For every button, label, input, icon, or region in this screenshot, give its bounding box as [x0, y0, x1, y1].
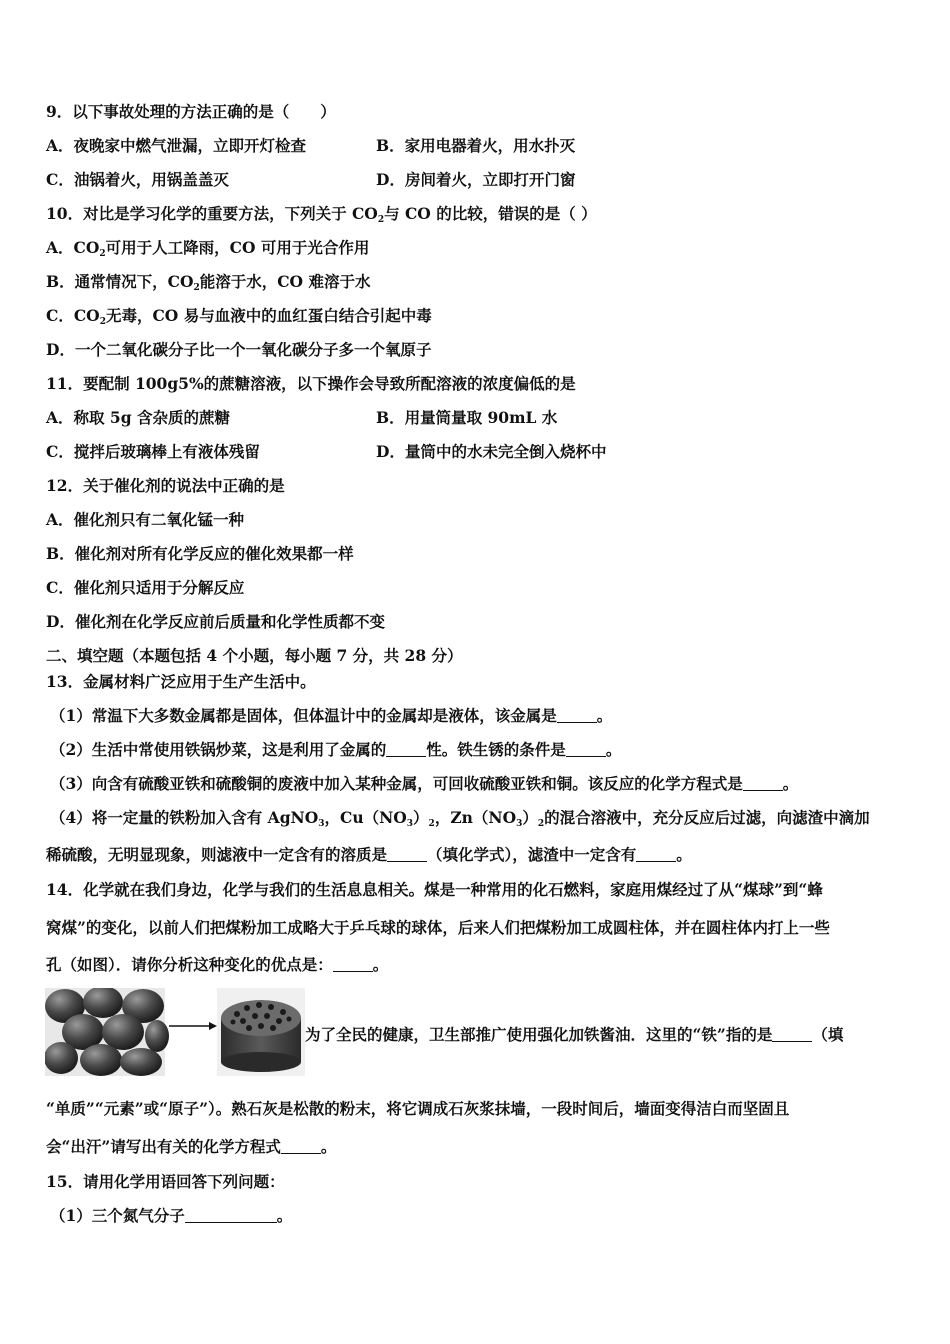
q13-part1: （1）常温下大多数金属都是固体，但体温计中的金属却是液体，该金属是 。 — [50, 706, 613, 725]
answer-blank[interactable] — [333, 957, 373, 972]
q10-option-d: D．一个二氧化碳分子比一个一氧化碳分子多一个氧原子 — [46, 340, 432, 359]
q11-option-c: C．搅拌后玻璃棒上有液体残留 — [46, 442, 260, 461]
answer-blank[interactable] — [743, 776, 783, 791]
section-heading: 二、填空题（本题包括 4 个小题，每小题 7 分，共 28 分） — [46, 646, 463, 665]
answer-blank[interactable] — [636, 847, 676, 862]
q14-line3: 孔（如图）．请你分析这种变化的优点是： 。 — [46, 955, 389, 974]
q14-line4: 为了全民的健康，卫生部推广使用强化加铁酱油．这里的“铁”指的是 （填 — [305, 1025, 844, 1044]
q12-option-a: A．催化剂只有二氧化锰一种 — [46, 510, 245, 529]
answer-blank[interactable] — [557, 708, 597, 723]
q10-option-a: A．$CO_2$可用于人工降雨，CO 可用于光合作用 — [46, 238, 370, 259]
coal-balls-image — [45, 988, 169, 1076]
q12-option-c: C．催化剂只适用于分解反应 — [46, 578, 245, 597]
q11-option-b: B．用量筒量取 90mL 水 — [376, 408, 558, 427]
q11-option-d: D．量筒中的水未完全倒入烧杯中 — [376, 442, 607, 461]
q14-line5: “单质”“元素”或“原子”）。熟石灰是松散的粉末，将它调成石灰浆抹墙，一段时间后，墙面变得洁白而坚固且 — [46, 1099, 790, 1118]
q12-stem: 12．关于催化剂的说法中正确的是 — [46, 476, 285, 495]
q15-part1: （1）三个氮气分子 。 — [50, 1206, 293, 1225]
answer-blank[interactable] — [772, 1027, 812, 1042]
q10-stem: 10．对比是学习化学的重要方法，下列关于 $CO_2$与 CO 的比较，错误的是（ ） — [46, 204, 597, 225]
q9-option-c: C．油锅着火，用锅盖盖灭 — [46, 170, 229, 189]
q11-option-a: A．称取 5g 含杂质的蔗糖 — [46, 408, 230, 427]
answer-blank[interactable] — [566, 742, 606, 757]
answer-blank[interactable] — [386, 742, 426, 757]
q9-stem: 9．以下事故处理的方法正确的是（ ） — [46, 102, 336, 121]
answer-blank[interactable] — [281, 1139, 321, 1154]
honeycomb-briquette-image — [217, 988, 305, 1076]
answer-blank[interactable] — [185, 1208, 277, 1223]
q14-line1: 14．化学就在我们身边，化学与我们的生活息息相关。煤是一种常用的化石燃料，家庭用煤经过了从“煤球”到“蜂 — [46, 880, 823, 899]
q9-option-a: A．夜晚家中燃气泄漏，立即开灯检查 — [46, 136, 307, 155]
q12-option-d: D．催化剂在化学反应前后质量和化学性质都不变 — [46, 612, 385, 631]
q13-part2: （2）生活中常使用铁锅炒菜，这是利用了金属的 性。铁生锈的条件是 。 — [50, 740, 622, 759]
q14-line2: 窝煤”的变化，以前人们把煤粉加工成略大于乒乓球的球体，后来人们把煤粉加工成圆柱体，并在圆柱体内打上一些 — [46, 918, 830, 937]
q9-option-d: D．房间着火，立即打开门窗 — [376, 170, 576, 189]
arrow-icon — [169, 1022, 217, 1030]
answer-blank[interactable] — [387, 847, 427, 862]
q13-part4-line2: 稀硫酸，无明显现象，则滤液中一定含有的溶质是 （填化学式），滤渣中一定含有 。 — [46, 845, 692, 864]
q10-option-c: C．$CO_2$无毒，CO 易与血液中的血红蛋白结合引起中毒 — [46, 306, 432, 327]
coal-figure — [45, 988, 305, 1078]
q12-option-b: B．催化剂对所有化学反应的催化效果都一样 — [46, 544, 354, 563]
q14-line6: 会“出汗”请写出有关的化学方程式 。 — [46, 1137, 337, 1156]
q9-option-b: B．家用电器着火，用水扑灭 — [376, 136, 576, 155]
q13-part3: （3）向含有硫酸亚铁和硫酸铜的废液中加入某种金属，可回收硫酸亚铁和铜。该反应的化学方程式是 。 — [50, 774, 799, 793]
q13-stem: 13．金属材料广泛应用于生产生活中。 — [46, 672, 316, 691]
q10-option-b: B．通常情况下，$CO_2$能溶于水，CO 难溶于水 — [46, 272, 371, 293]
q15-stem: 15．请用化学用语回答下列问题： — [46, 1172, 285, 1191]
q11-stem: 11．要配制 100g5%的蔗糖溶液，以下操作会导致所配溶液的浓度偏低的是 — [46, 374, 576, 393]
q13-part4-line1: （4）将一定量的铁粉加入含有 AgNO$_3$，$Cu(NO_3)_2$，$Zn(NO_3)_2$的混合溶液中，充分反应后过滤，向滤渣中滴加 — [50, 808, 870, 829]
